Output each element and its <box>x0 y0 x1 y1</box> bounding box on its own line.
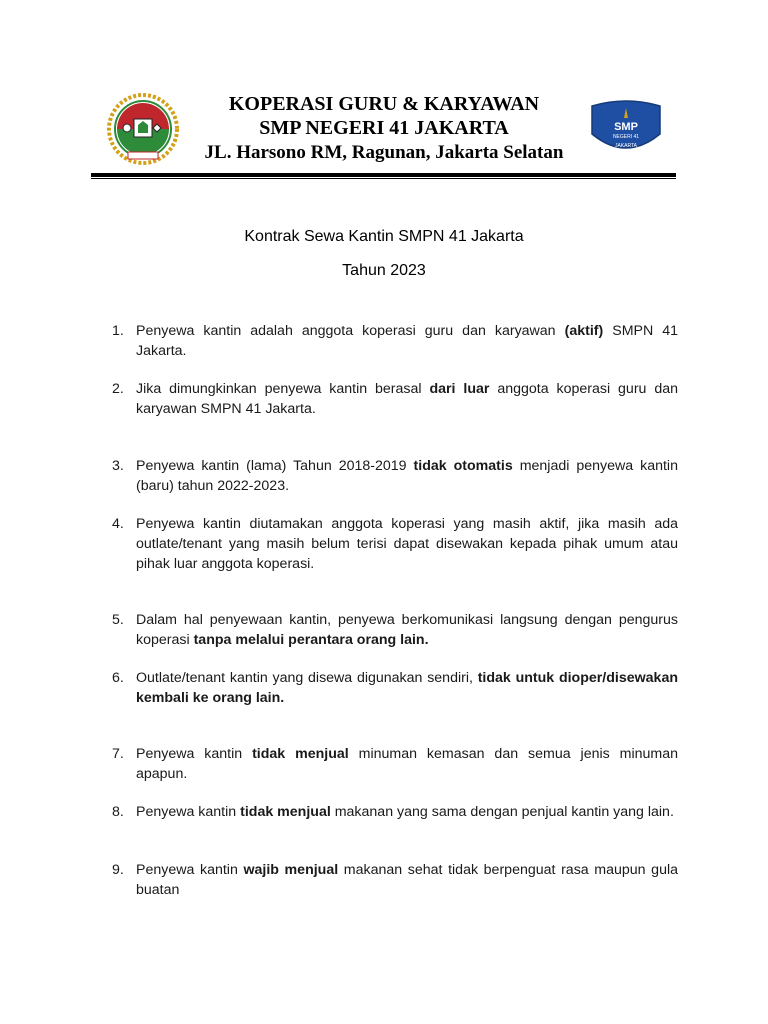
letterhead <box>182 92 586 165</box>
clause-number: 5. <box>112 612 124 628</box>
clause-text <box>136 456 678 496</box>
clause-number: 8. <box>112 804 124 820</box>
clause-text <box>136 744 678 784</box>
letterhead-line1: KOPERASI GURU & KARYAWAN <box>228 93 540 115</box>
clause-text <box>136 668 678 708</box>
clause-item <box>112 610 678 650</box>
clause-item <box>112 802 678 822</box>
clause-segment: Penyewa kantin <box>136 746 253 762</box>
clause-emphasis: (aktif) <box>564 323 604 339</box>
clause-segment: Dalam hal penyewaan kantin, penyewa berkomunikasi langsung dengan pengurus koperasi <box>136 612 678 648</box>
document-year: Tahun 2023 <box>342 262 426 279</box>
clause-emphasis: dari luar <box>429 381 490 397</box>
letterhead-line3: JL. Harsono RM, Ragunan, Jakarta Selatan <box>204 142 564 163</box>
clause-number: 4. <box>112 516 124 532</box>
document-title: Kontrak Sewa Kantin SMPN 41 Jakarta <box>244 228 524 245</box>
clause-number: 9. <box>112 862 124 878</box>
clause-number: 2. <box>112 381 124 397</box>
clause-emphasis: wajib menjual <box>243 862 339 878</box>
clause-item <box>112 744 678 784</box>
clause-segment: Penyewa kantin <box>136 862 244 878</box>
clause-number: 1. <box>112 323 124 339</box>
clause-segment: makanan sehat tidak berpenguat rasa maupun gula buatan <box>136 862 678 898</box>
clause-segment: makanan yang sama dengan penjual kantin yang lain. <box>330 804 674 820</box>
clause-segment: minuman kemasan dan semua jenis minuman apapun. <box>136 746 678 782</box>
clause-text <box>136 379 678 419</box>
clause-item <box>112 321 678 361</box>
clause-segment: anggota koperasi guru dan karyawan SMPN 41 Jakarta. <box>136 381 679 417</box>
clause-text <box>136 610 678 650</box>
letterhead-divider <box>91 173 676 177</box>
letterhead-line2: SMP NEGERI 41 JAKARTA <box>259 117 509 139</box>
clause-emphasis: tidak menjual <box>240 804 331 820</box>
clause-segment: Penyewa kantin <box>136 804 241 820</box>
clause-number: 3. <box>112 458 124 474</box>
clause-emphasis: tidak otomatis <box>413 458 513 474</box>
clause-segment: Outlate/tenant kantin yang disewa digunakan sendiri, <box>136 670 478 686</box>
clause-text <box>136 860 678 900</box>
clause-item <box>112 379 678 419</box>
smp-logo-subtitle: NEGERI 41 <box>612 134 640 140</box>
clause-item <box>112 456 678 496</box>
clause-emphasis: tanpa melalui perantara orang lain. <box>193 632 429 648</box>
clause-segment: menjadi penyewa kantin (baru) tahun 2022-2023. <box>136 458 678 494</box>
clause-segment: Penyewa kantin adalah anggota koperasi guru dan karyawan <box>136 323 565 339</box>
koperasi-logo <box>104 92 182 166</box>
clause-emphasis: tidak untuk dioper/disewakan kembali ke orang lain. <box>136 670 679 706</box>
smp-logo <box>588 98 664 162</box>
clause-number: 6. <box>112 670 124 686</box>
clause-segment: Penyewa kantin (lama) Tahun 2018-2019 <box>136 458 414 474</box>
clause-text <box>136 321 678 361</box>
clause-item <box>112 514 678 574</box>
letterhead-divider-thin <box>91 178 676 179</box>
clause-item <box>112 860 678 900</box>
smp-logo-title: SMP <box>614 121 638 133</box>
clause-segment: SMPN 41 Jakarta. <box>136 323 679 359</box>
clause-segment: Penyewa kantin diutamakan anggota koperasi yang masih aktif, jika masih ada outlate/tenant yang masih belum terisi dapat disewakan kepada pihak umum atau pihak luar anggota koperasi. <box>136 516 678 572</box>
clause-text <box>136 802 678 822</box>
clause-emphasis: tidak menjual <box>252 746 349 762</box>
clause-number: 7. <box>112 746 124 762</box>
clause-item <box>112 668 678 708</box>
clause-segment: Jika dimungkinkan penyewa kantin berasal <box>136 381 430 397</box>
smp-logo-city: JAKARTA <box>614 143 638 149</box>
clause-text <box>136 514 678 574</box>
